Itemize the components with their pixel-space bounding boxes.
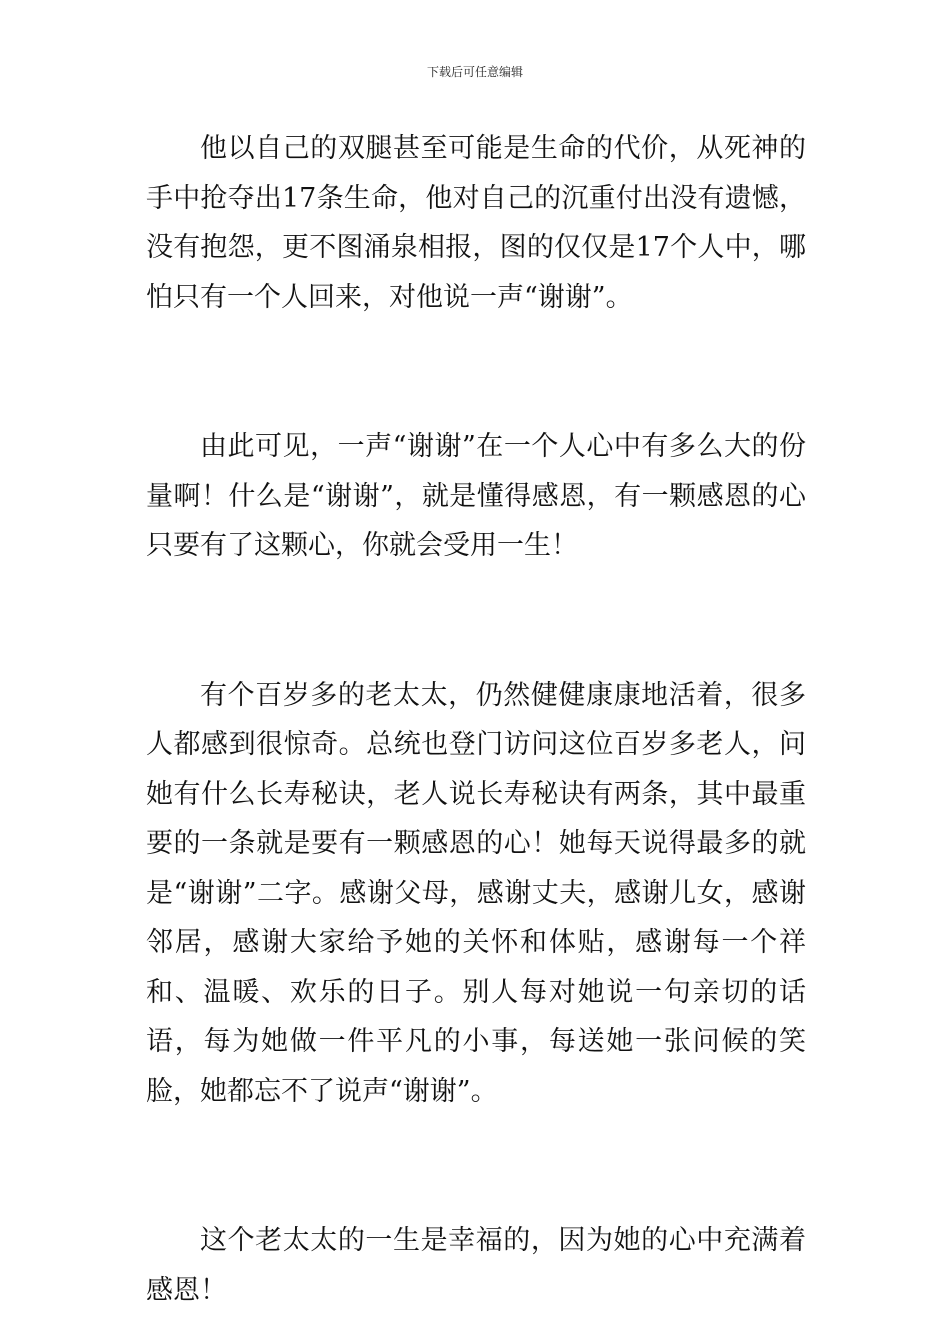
paragraph-3: 有个百岁多的老太太，仍然健健康康地活着，很多人都感到很惊奇。总统也登门访问这位百岁多老人，问她有什么长寿秘诀，老人说长寿秘诀有两条，其中最重要的一条就是要有一颗感恩的心！她每天说得最多的就是“谢谢”二字。感谢父母，感谢丈夫，感谢儿女，感谢邻居，感谢大家给予她的关怀和体贴，感谢每一个祥和、温暖、欢乐的日子。别人每对她说一句亲切的话语，每为她做一件平凡的小事，每送她一张问候的笑脸，她都忘不了说声“谢谢”。 <box>146 679 806 1107</box>
document-body <box>146 124 806 1315</box>
page-header-note: 下载后可任意编辑 <box>426 65 523 79</box>
paragraph-1: 他以自己的双腿甚至可能是生命的代价，从死神的手中抢夺出17条生命，他对自己的沉重付出没有遗憾，没有抱怨，更不图涌泉相报，图的仅仅是17个人中，哪怕只有一个人回来，对他说一声“谢谢”。 <box>146 133 806 313</box>
paragraph-4: 这个老太太的一生是幸福的，因为她的心中充满着感恩！ <box>146 1225 806 1306</box>
paragraph-2: 由此可见，一声“谢谢”在一个人心中有多么大的份量啊！什么是“谢谢”，就是懂得感恩，有一颗感恩的心只要有了这颗心，你就会受用一生！ <box>146 431 806 561</box>
